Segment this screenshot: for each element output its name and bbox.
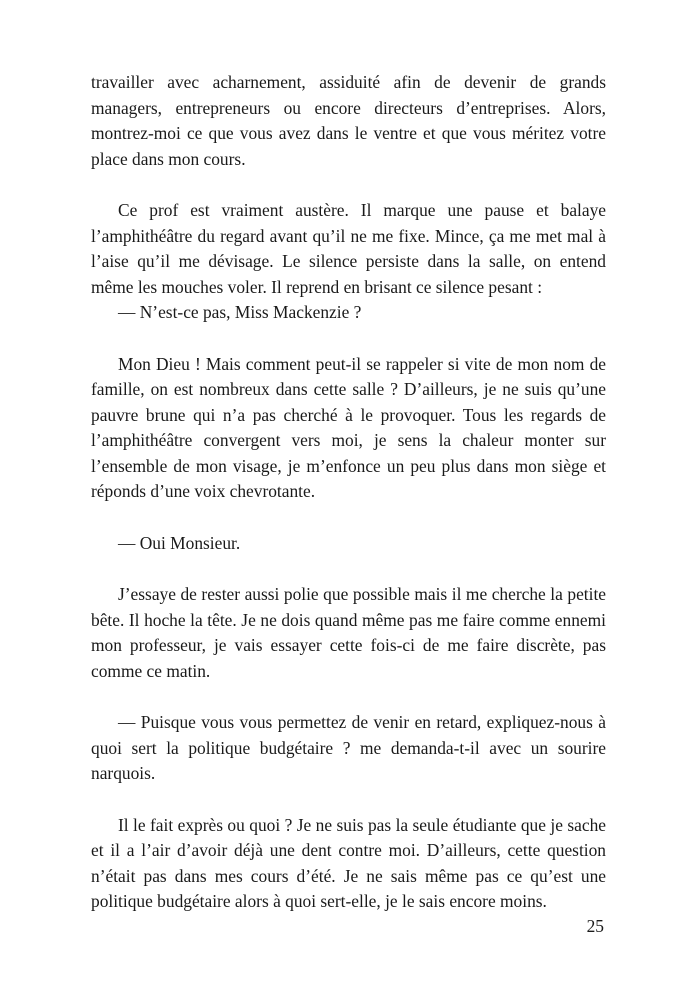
paragraph-narration: Mon Dieu ! Mais comment peut-il se rappeler si vite de mon nom de famille, on est nombreux dans cette salle ? D’ailleurs, je ne suis qu’une pauvre brune qui n’a pas cherché à le provoquer. Tous les regards de l’amphithéâtre convergent vers moi, je sens la chaleur monter sur l’ensemble de mon visage, je m’enfonce un peu plus dans mon siège et réponds d’une voix chevrotante. xyxy=(91,353,606,501)
paragraph-narration: Ce prof est vraiment austère. Il marque une pause et balaye l’amphithéâtre du regard avant qu’il ne me fixe. Mince, ça me met mal à l’aise qu’il me dévisage. Le silence persiste dans la salle, on entend même les mouches voler. Il reprend en brisant ce silence pesant : xyxy=(91,200,606,297)
paragraph-narration: J’essaye de rester aussi polie que possible mais il me cherche la petite bête. Il hoche la tête. Je ne dois quand même pas me faire comme ennemi mon professeur, je vais essayer cette fois-ci de me faire discrète, pas comme ce matin. xyxy=(91,584,606,681)
body-text xyxy=(91,70,606,941)
paragraph-dialogue: — N’est-ce pas, Miss Mackenzie ? xyxy=(118,302,362,322)
paragraph-continuation: travailler avec acharnement, assiduité afin de devenir de grands managers, entrepreneurs ou encore directeurs d’entreprises. Alors, montrez-moi ce que vous avez dans le ventre et que vous méritez votre place dans mon cours. xyxy=(91,72,606,169)
paragraph-dialogue: — Puisque vous vous permettez de venir en retard, expliquez-nous à quoi sert la politique budgétaire ? me demanda-t-il avec un sourire narquois. xyxy=(91,712,606,783)
page-number: 25 xyxy=(586,916,604,936)
paragraph-dialogue: — Oui Monsieur. xyxy=(118,532,241,553)
paragraph-narration: Il le fait exprès ou quoi ? Je ne suis pas la seule étudiante que je sache et il a l’air d’avoir déjà une dent contre moi. D’ailleurs, cette question n’était pas dans mes cours d’été. Je ne sais même pas ce qu’est une politique budgétaire alors à quoi sert-elle, je le sais encore moins. xyxy=(91,814,606,911)
